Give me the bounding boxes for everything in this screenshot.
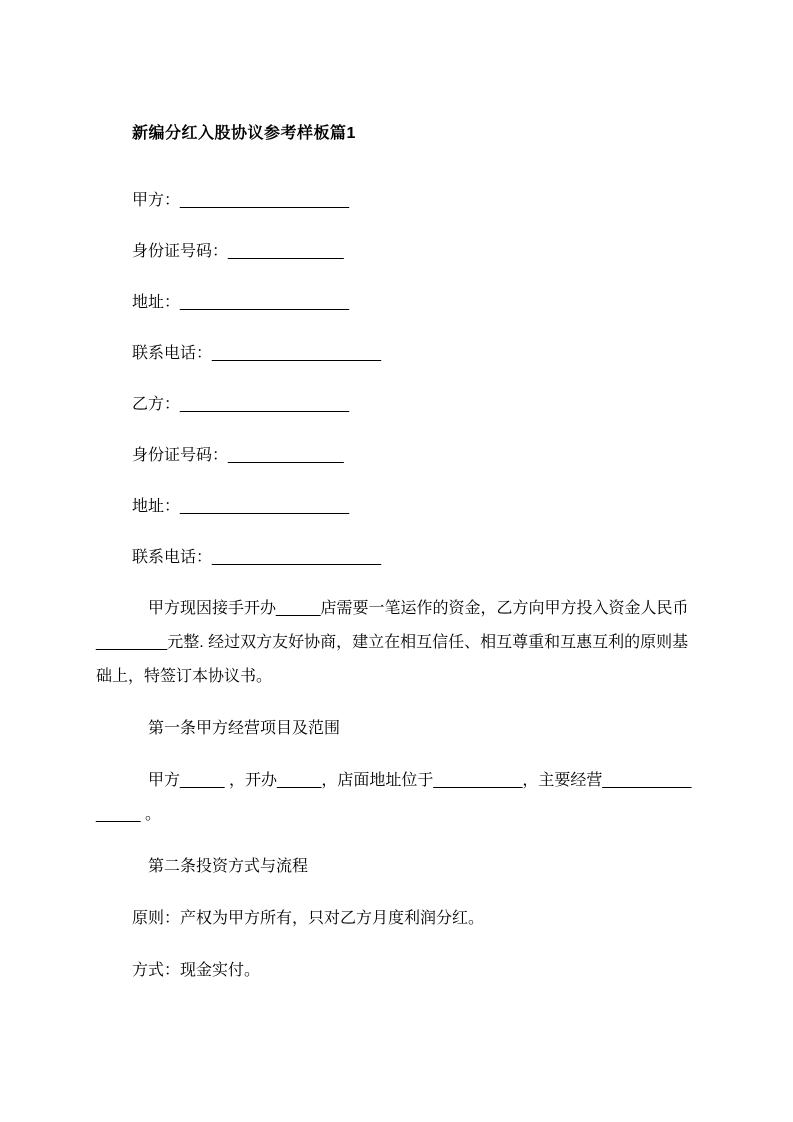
field-phone-a: 联系电话：___________________ (132, 345, 382, 362)
article-1-body: 甲方_____ ，开办_____，店面地址位于__________，主要经营_______________ 。 (96, 772, 692, 823)
field-address-b: 地址：___________________ (132, 498, 350, 515)
field-phone-b: 联系电话：___________________ (132, 549, 382, 566)
document-title: 新编分红入股协议参考样板篇1 (132, 125, 356, 142)
field-id-number-a: 身份证号码：_____________ (132, 243, 344, 260)
field-address-a: 地址：___________________ (132, 294, 350, 311)
article-2-principle: 原则：产权为甲方所有，只对乙方月度利润分红。 (132, 910, 485, 927)
field-party-b: 乙方：___________________ (132, 396, 350, 413)
article-2-heading: 第二条投资方式与流程 (148, 858, 309, 875)
article-2-method: 方式：现金实付。 (132, 962, 261, 979)
field-id-number-b: 身份证号码：_____________ (132, 447, 344, 464)
article-1-heading: 第一条甲方经营项目及范围 (148, 720, 341, 737)
intro-paragraph: 甲方现因接手开办_____店需要一笔运作的资金，乙方向甲方投入资金人民币________元整. 经过双方友好协商，建立在相互信任、相互尊重和互惠互利的原则基础上，特签订本协议书。 (96, 600, 689, 685)
field-party-a: 甲方：___________________ (132, 192, 350, 209)
